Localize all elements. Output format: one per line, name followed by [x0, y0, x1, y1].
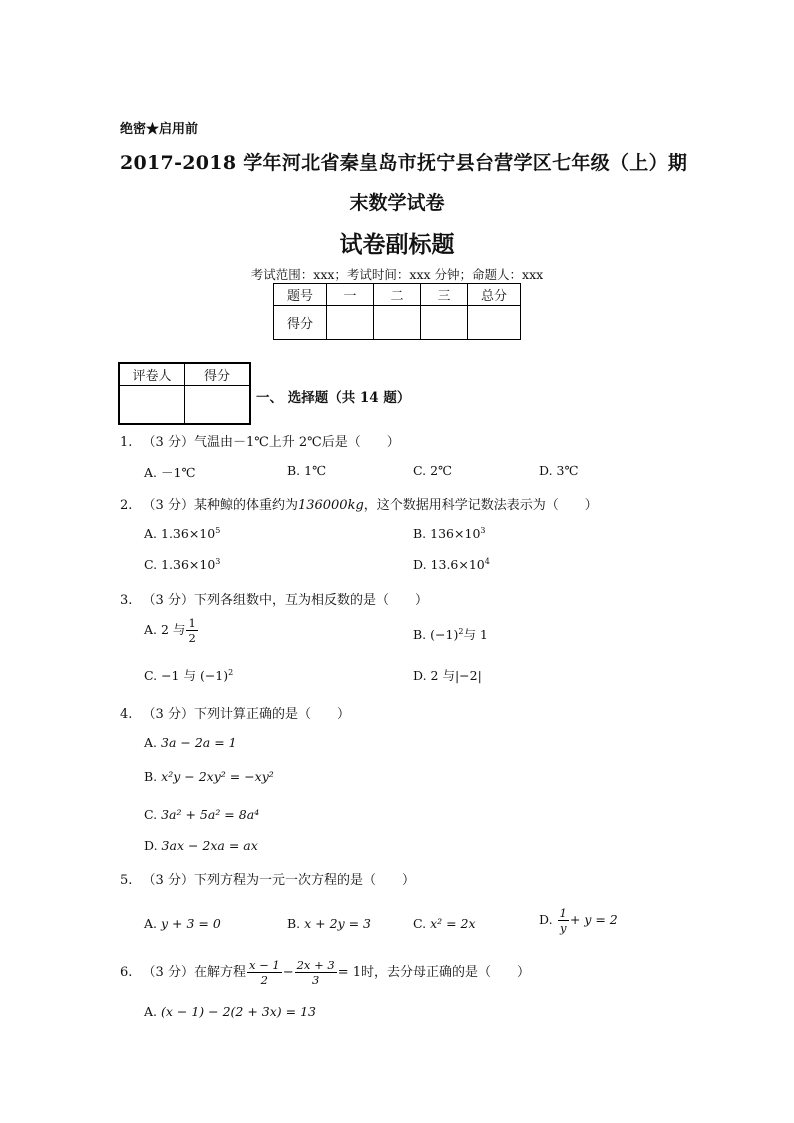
question-5-option-c — [413, 916, 476, 931]
option-label: A. — [144, 1004, 158, 1019]
option-label: A. — [144, 526, 158, 541]
option-label: A. — [144, 622, 158, 637]
question-2-stem — [120, 494, 598, 513]
option-exponent: 2 — [458, 626, 464, 636]
option-text: 1.36×10 — [161, 526, 216, 541]
option-label: A. — [144, 735, 158, 750]
question-3-stem — [120, 589, 428, 608]
question-1-option-a — [144, 463, 195, 481]
question-text: （3 分）在解方程 — [142, 965, 246, 980]
question-text-tail: ，这个数据用科学记数法表示为（ ） — [363, 498, 598, 513]
question-5-option-d — [539, 906, 618, 935]
score-cell-total: 总分 — [468, 284, 521, 306]
option-fraction — [186, 616, 197, 645]
option-label: B. — [144, 769, 158, 784]
score-table-header-row — [274, 284, 521, 306]
option-label: A. — [144, 916, 158, 931]
question-text: （3 分）某种鲸的体重约为 — [142, 498, 298, 513]
question-1-option-b — [287, 463, 326, 478]
equation-fraction-2 — [295, 958, 337, 987]
option-label: C. — [144, 807, 158, 822]
option-label: D. — [539, 463, 553, 478]
option-label: A. — [144, 465, 158, 480]
option-label: C. — [413, 463, 427, 478]
score-table — [273, 283, 521, 340]
fraction-numerator: 2x + 3 — [296, 958, 335, 972]
fraction-numerator: x − 1 — [248, 958, 280, 972]
question-3-option-d — [413, 666, 482, 684]
fraction-denominator: 2 — [188, 631, 196, 645]
option-text: 3℃ — [556, 463, 579, 478]
fraction-numerator: 1 — [188, 616, 196, 630]
option-text: 3ax − 2xa = ax — [161, 838, 258, 853]
fraction-denominator: 3 — [311, 973, 320, 987]
question-text: （3 分）下列计算正确的是（ ） — [142, 707, 350, 722]
question-number: 6. — [120, 965, 133, 980]
option-label: B. — [413, 627, 427, 642]
option-text: x² = 2x — [430, 916, 476, 931]
option-fraction — [558, 906, 569, 935]
grader-table-header-row — [119, 363, 250, 386]
score-input-part1 — [327, 306, 374, 340]
score-cell-label: 得分 — [274, 306, 327, 340]
option-label: C. — [144, 668, 158, 683]
question-5-option-b — [287, 916, 371, 931]
question-3-option-a — [144, 616, 199, 645]
option-text: (x − 1) − 2(2 + 3x) = 13 — [161, 1004, 317, 1019]
option-label: B. — [413, 526, 427, 541]
option-text: 1℃ — [304, 463, 327, 478]
exam-info: 考试范围：xxx；考试时间：xxx 分钟；命题人：xxx — [250, 267, 544, 282]
grader-cell-score: 得分 — [185, 363, 251, 386]
question-text-tail: = 1时，去分母正确的是（ ） — [337, 965, 530, 980]
question-2-option-b — [413, 526, 486, 541]
option-label: D. — [144, 838, 158, 853]
option-label: D. — [413, 668, 427, 683]
question-1-option-c — [413, 463, 452, 478]
question-3-option-b — [413, 625, 488, 643]
option-label: D. — [413, 557, 427, 572]
fraction-numerator: 1 — [559, 906, 567, 920]
grader-blank-cell — [185, 386, 251, 425]
question-number: 1. — [120, 435, 133, 450]
question-number: 2. — [120, 498, 133, 513]
fraction-denominator: y — [559, 921, 567, 935]
option-exponent: 5 — [215, 525, 221, 535]
exam-subtitle: 试卷副标题 — [339, 231, 455, 258]
option-label: C. — [413, 916, 427, 931]
grader-table — [118, 362, 251, 425]
score-cell-question-no: 题号 — [274, 284, 327, 306]
score-table-score-row — [274, 306, 521, 340]
grader-table-blank-row — [119, 386, 250, 425]
question-6-stem — [120, 958, 530, 987]
option-text: 3a² + 5a² = 8a⁴ — [161, 807, 260, 822]
question-2-option-d — [413, 557, 490, 572]
secret-label: 绝密★启用前 — [120, 122, 199, 137]
option-text: 1.36×10 — [161, 557, 216, 572]
score-input-total — [468, 306, 521, 340]
question-math: 136000kg — [297, 498, 364, 513]
option-exponent: 4 — [484, 556, 490, 566]
question-5-stem — [120, 869, 415, 888]
option-text: x + 2y = 3 — [304, 916, 372, 931]
option-text: 136×10 — [430, 526, 481, 541]
question-number: 3. — [120, 593, 133, 608]
option-exponent: 3 — [480, 525, 486, 535]
equation-fraction-1 — [247, 958, 282, 987]
question-2-option-a — [144, 526, 220, 541]
option-text: 13.6×10 — [430, 557, 485, 572]
score-cell-part2: 二 — [374, 284, 421, 306]
question-4-option-d — [144, 838, 258, 853]
option-label: B. — [287, 916, 301, 931]
question-1-option-d — [539, 463, 578, 478]
option-label: C. — [144, 557, 158, 572]
option-text: −1 与 (−1) — [161, 668, 229, 683]
exam-title-line1: 2017-2018 学年河北省秦皇岛市抚宁县台营学区七年级（上）期 — [120, 152, 688, 174]
score-cell-part1: 一 — [327, 284, 374, 306]
option-text: x²y − 2xy² = −xy² — [161, 769, 274, 784]
question-1-stem — [120, 431, 400, 450]
option-text: y + 3 = 0 — [161, 916, 221, 931]
option-text: 2℃ — [430, 463, 453, 478]
option-text: －1℃ — [161, 465, 196, 480]
question-3-option-c — [144, 666, 233, 684]
option-text: 2 与 — [161, 622, 186, 637]
question-4-stem — [120, 703, 350, 722]
section-title: 一、 选择题（共 14 题） — [256, 390, 411, 406]
question-text: （3 分）气温由－1℃上升 2℃后是（ ） — [142, 435, 400, 450]
score-input-part2 — [374, 306, 421, 340]
question-4-option-c — [144, 807, 259, 822]
question-text: （3 分）下列各组数中，互为相反数的是（ ） — [142, 593, 428, 608]
option-label: B. — [287, 463, 301, 478]
option-exponent: 2 — [228, 667, 234, 677]
question-4-option-b — [144, 769, 274, 784]
grader-cell-grader: 评卷人 — [119, 363, 185, 386]
grader-blank-cell — [119, 386, 185, 425]
equation-minus: − — [282, 965, 294, 980]
score-cell-part3: 三 — [421, 284, 468, 306]
fraction-denominator: 2 — [260, 973, 268, 987]
option-text-tail: 与 1 — [463, 627, 488, 642]
option-exponent: 3 — [215, 556, 221, 566]
option-label: D. — [539, 912, 553, 927]
option-text: 2 与|−2| — [430, 668, 482, 683]
exam-title-line2: 末数学试卷 — [349, 192, 445, 214]
question-number: 5. — [120, 873, 133, 888]
option-text: 3a − 2a = 1 — [161, 735, 237, 750]
question-number: 4. — [120, 707, 133, 722]
question-text: （3 分）下列方程为一元一次方程的是（ ） — [142, 873, 415, 888]
option-text-tail: + y = 2 — [569, 912, 618, 927]
option-text: (−1) — [430, 627, 459, 642]
question-4-option-a — [144, 735, 237, 750]
question-5-option-a — [144, 916, 221, 931]
question-6-option-a — [144, 1004, 316, 1019]
question-2-option-c — [144, 557, 220, 572]
score-input-part3 — [421, 306, 468, 340]
